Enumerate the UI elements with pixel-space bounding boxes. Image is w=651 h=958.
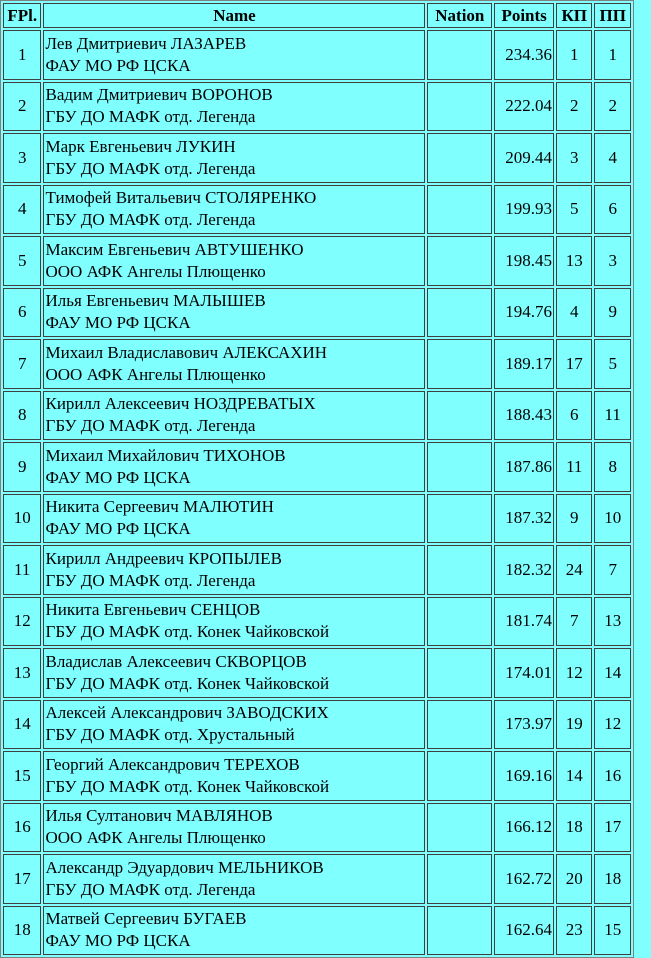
- fpl-cell: 9: [3, 442, 41, 492]
- name-cell: [43, 545, 425, 595]
- pp-cell: 5: [594, 339, 631, 389]
- points-cell: 169.16: [494, 751, 554, 801]
- table-row: [3, 597, 631, 647]
- fpl-cell: 14: [3, 700, 41, 750]
- athlete-name: Михаил Михайлович ТИХОНОВ: [45, 445, 286, 465]
- kp-cell: 17: [556, 339, 592, 389]
- fpl-cell: 16: [3, 803, 41, 853]
- fpl-cell: 1: [3, 30, 41, 80]
- athlete-club: ГБУ ДО МАФК отд. Хрустальный: [45, 725, 295, 745]
- header-fpl: FPl.: [3, 3, 41, 28]
- name-cell: [43, 803, 425, 853]
- kp-cell: 23: [556, 906, 592, 956]
- fpl-cell: 3: [3, 133, 41, 183]
- athlete-name: Вадим Дмитриевич ВОРОНОВ: [45, 85, 273, 105]
- header-name: Name: [43, 3, 425, 28]
- athlete-club: ГБУ ДО МАФК отд. Легенда: [45, 879, 256, 899]
- points-cell: 182.32: [494, 545, 554, 595]
- name-cell: [43, 442, 425, 492]
- pp-cell: 8: [594, 442, 631, 492]
- name-cell: [43, 700, 425, 750]
- athlete-club: ООО АФК Ангелы Плющенко: [45, 364, 266, 384]
- kp-cell: 12: [556, 648, 592, 698]
- nation-cell: [427, 185, 492, 235]
- table-row: [3, 494, 631, 544]
- points-cell: 188.43: [494, 391, 554, 441]
- table-row: [3, 442, 631, 492]
- fpl-cell: 10: [3, 494, 41, 544]
- pp-cell: 15: [594, 906, 631, 956]
- table-row: [3, 185, 631, 235]
- header-points: Points: [494, 3, 554, 28]
- athlete-name: Кирилл Андреевич КРОПЫЛЕВ: [45, 548, 282, 568]
- table-row: [3, 906, 631, 956]
- kp-cell: 20: [556, 854, 592, 904]
- pp-cell: 7: [594, 545, 631, 595]
- header-pp: ПП: [594, 3, 631, 28]
- table-row: [3, 803, 631, 853]
- kp-cell: 11: [556, 442, 592, 492]
- athlete-club: ГБУ ДО МАФК отд. Конек Чайковской: [45, 776, 330, 796]
- pp-cell: 18: [594, 854, 631, 904]
- fpl-cell: 15: [3, 751, 41, 801]
- table-row: [3, 288, 631, 338]
- nation-cell: [427, 391, 492, 441]
- kp-cell: 7: [556, 597, 592, 647]
- points-cell: 234.36: [494, 30, 554, 80]
- nation-cell: [427, 597, 492, 647]
- fpl-cell: 18: [3, 906, 41, 956]
- athlete-name: Никита Сергеевич МАЛЮТИН: [45, 497, 274, 517]
- name-cell: [43, 288, 425, 338]
- athlete-name: Александр Эдуардович МЕЛЬНИКОВ: [45, 857, 324, 877]
- fpl-cell: 8: [3, 391, 41, 441]
- fpl-cell: 12: [3, 597, 41, 647]
- points-cell: 187.86: [494, 442, 554, 492]
- nation-cell: [427, 288, 492, 338]
- nation-cell: [427, 751, 492, 801]
- pp-cell: 13: [594, 597, 631, 647]
- points-cell: 162.64: [494, 906, 554, 956]
- points-cell: 189.17: [494, 339, 554, 389]
- pp-cell: 9: [594, 288, 631, 338]
- pp-cell: 6: [594, 185, 631, 235]
- fpl-cell: 7: [3, 339, 41, 389]
- athlete-club: ГБУ ДО МАФК отд. Легенда: [45, 210, 256, 230]
- table-row: [3, 82, 631, 132]
- points-cell: 199.93: [494, 185, 554, 235]
- pp-cell: 11: [594, 391, 631, 441]
- name-cell: [43, 133, 425, 183]
- nation-cell: [427, 854, 492, 904]
- athlete-club: ГБУ ДО МАФК отд. Легенда: [45, 107, 256, 127]
- nation-cell: [427, 700, 492, 750]
- athlete-name: Владислав Алексеевич СКВОРЦОВ: [45, 651, 307, 671]
- table-row: [3, 30, 631, 80]
- kp-cell: 9: [556, 494, 592, 544]
- table-row: [3, 236, 631, 286]
- athlete-name: Тимофей Витальевич СТОЛЯРЕНКО: [45, 188, 317, 208]
- points-cell: 222.04: [494, 82, 554, 132]
- table-row: [3, 700, 631, 750]
- nation-cell: [427, 803, 492, 853]
- pp-cell: 12: [594, 700, 631, 750]
- kp-cell: 18: [556, 803, 592, 853]
- nation-cell: [427, 236, 492, 286]
- kp-cell: 19: [556, 700, 592, 750]
- athlete-club: ООО АФК Ангелы Плющенко: [45, 828, 266, 848]
- points-cell: 198.45: [494, 236, 554, 286]
- table-row: [3, 648, 631, 698]
- points-cell: 187.32: [494, 494, 554, 544]
- header-nation: Nation: [427, 3, 492, 28]
- table-row: [3, 133, 631, 183]
- name-cell: [43, 30, 425, 80]
- kp-cell: 1: [556, 30, 592, 80]
- pp-cell: 2: [594, 82, 631, 132]
- name-cell: [43, 339, 425, 389]
- pp-cell: 10: [594, 494, 631, 544]
- table-row: [3, 751, 631, 801]
- table-row: [3, 391, 631, 441]
- athlete-name: Георгий Александрович ТЕРЕХОВ: [45, 754, 300, 774]
- fpl-cell: 11: [3, 545, 41, 595]
- athlete-club: ООО АФК Ангелы Плющенко: [45, 261, 266, 281]
- table-row: [3, 854, 631, 904]
- points-cell: 166.12: [494, 803, 554, 853]
- nation-cell: [427, 339, 492, 389]
- points-cell: 209.44: [494, 133, 554, 183]
- nation-cell: [427, 82, 492, 132]
- athlete-name: Михаил Владиславович АЛЕКСАХИН: [45, 342, 328, 362]
- pp-cell: 4: [594, 133, 631, 183]
- kp-cell: 6: [556, 391, 592, 441]
- name-cell: [43, 236, 425, 286]
- kp-cell: 2: [556, 82, 592, 132]
- athlete-name: Илья Евгеньевич МАЛЫШЕВ: [45, 291, 266, 311]
- nation-cell: [427, 30, 492, 80]
- points-cell: 174.01: [494, 648, 554, 698]
- fpl-cell: 13: [3, 648, 41, 698]
- nation-cell: [427, 494, 492, 544]
- athlete-club: ГБУ ДО МАФК отд. Конек Чайковской: [45, 622, 330, 642]
- name-cell: [43, 751, 425, 801]
- table-row: [3, 339, 631, 389]
- nation-cell: [427, 648, 492, 698]
- name-cell: [43, 597, 425, 647]
- fpl-cell: 4: [3, 185, 41, 235]
- name-cell: [43, 494, 425, 544]
- header-row: [3, 3, 631, 28]
- pp-cell: 17: [594, 803, 631, 853]
- kp-cell: 13: [556, 236, 592, 286]
- athlete-club: ФАУ МО РФ ЦСКА: [45, 467, 191, 487]
- athlete-name: Никита Евгеньевич СЕНЦОВ: [45, 600, 261, 620]
- kp-cell: 5: [556, 185, 592, 235]
- athlete-club: ГБУ ДО МАФК отд. Легенда: [45, 570, 256, 590]
- points-cell: 173.97: [494, 700, 554, 750]
- athlete-name: Илья Султанович МАВЛЯНОВ: [45, 806, 273, 826]
- nation-cell: [427, 442, 492, 492]
- athlete-club: ГБУ ДО МАФК отд. Легенда: [45, 158, 256, 178]
- nation-cell: [427, 545, 492, 595]
- kp-cell: 3: [556, 133, 592, 183]
- athlete-club: ФАУ МО РФ ЦСКА: [45, 313, 191, 333]
- athlete-name: Кирилл Алексеевич НОЗДРЕВАТЫХ: [45, 394, 316, 414]
- athlete-club: ГБУ ДО МАФК отд. Легенда: [45, 416, 256, 436]
- name-cell: [43, 648, 425, 698]
- kp-cell: 14: [556, 751, 592, 801]
- points-cell: 162.72: [494, 854, 554, 904]
- name-cell: [43, 854, 425, 904]
- fpl-cell: 5: [3, 236, 41, 286]
- kp-cell: 24: [556, 545, 592, 595]
- athlete-club: ФАУ МО РФ ЦСКА: [45, 519, 191, 539]
- athlete-name: Марк Евгеньевич ЛУКИН: [45, 136, 236, 156]
- pp-cell: 16: [594, 751, 631, 801]
- athlete-club: ФАУ МО РФ ЦСКА: [45, 55, 191, 75]
- fpl-cell: 2: [3, 82, 41, 132]
- athlete-club: ГБУ ДО МАФК отд. Конек Чайковской: [45, 673, 330, 693]
- points-cell: 194.76: [494, 288, 554, 338]
- name-cell: [43, 391, 425, 441]
- athlete-name: Алексей Александрович ЗАВОДСКИХ: [45, 703, 329, 723]
- pp-cell: 3: [594, 236, 631, 286]
- kp-cell: 4: [556, 288, 592, 338]
- athlete-name: Максим Евгеньевич АВТУШЕНКО: [45, 239, 304, 259]
- table-row: [3, 545, 631, 595]
- points-cell: 181.74: [494, 597, 554, 647]
- athlete-name: Лев Дмитриевич ЛАЗАРЕВ: [45, 33, 247, 53]
- pp-cell: 14: [594, 648, 631, 698]
- name-cell: [43, 906, 425, 956]
- fpl-cell: 6: [3, 288, 41, 338]
- athlete-club: ФАУ МО РФ ЦСКА: [45, 931, 191, 951]
- fpl-cell: 17: [3, 854, 41, 904]
- nation-cell: [427, 906, 492, 956]
- results-body: [3, 30, 631, 955]
- name-cell: [43, 82, 425, 132]
- nation-cell: [427, 133, 492, 183]
- name-cell: [43, 185, 425, 235]
- pp-cell: 1: [594, 30, 631, 80]
- athlete-name: Матвей Сергеевич БУГАЕВ: [45, 909, 247, 929]
- header-kp: КП: [556, 3, 592, 28]
